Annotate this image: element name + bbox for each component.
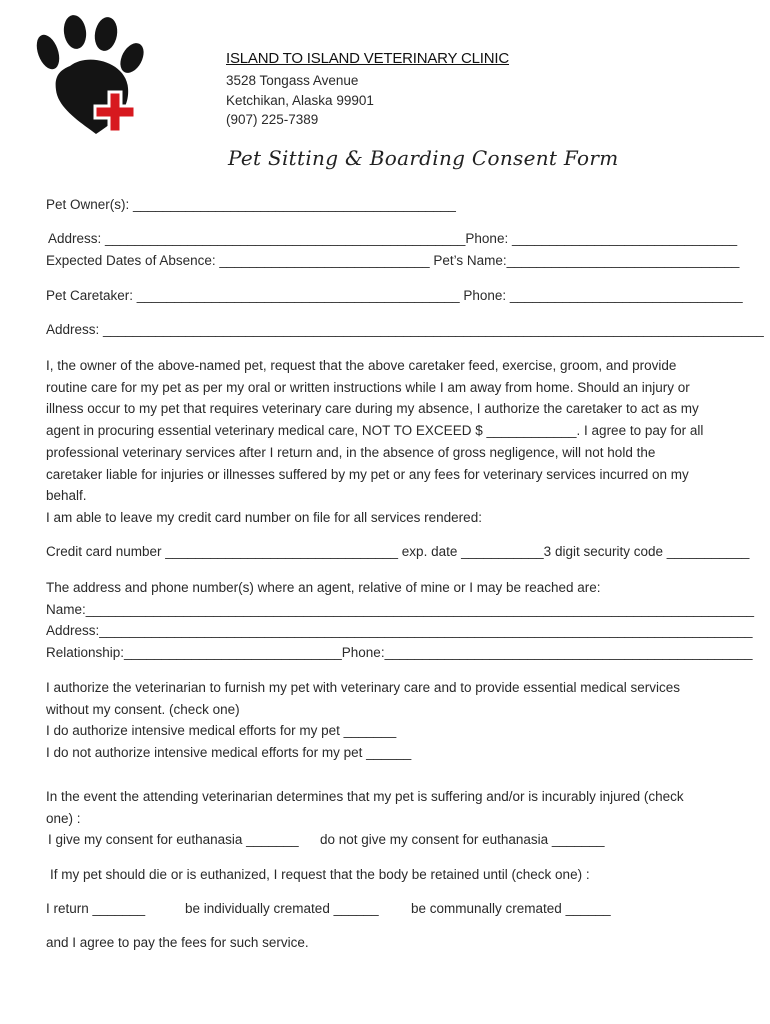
- clinic-header: [226, 50, 509, 130]
- fees-agreement-text: and I agree to pay the fees for such service.: [46, 935, 309, 950]
- euthanasia-text: one) :: [46, 810, 81, 826]
- paw-heart-cross-logo: [30, 14, 152, 138]
- communal-cremation-checkbox[interactable]: be communally cremated ______: [411, 901, 611, 916]
- consent-line: illness occur to my pet that requires veterinary care during my absence, I authorize the caretaker to act as my: [46, 401, 699, 417]
- consent-line: professional veterinary services after I return and, in the absence of gross negligence, will not hold the: [46, 444, 656, 460]
- contact-address-field[interactable]: Address:_______________________________________________________________________________________: [46, 623, 753, 639]
- consent-line: I am able to leave my credit card number on file for all services rendered:: [46, 509, 482, 525]
- clinic-phone: (907) 225-7389: [226, 112, 319, 127]
- authorization-section: [46, 677, 726, 764]
- return-option-checkbox[interactable]: I return _______: [46, 901, 146, 916]
- contact-name-field[interactable]: Name:_________________________________________________________________________________________: [46, 601, 754, 617]
- give-euthanasia-consent-checkbox[interactable]: I give my consent for euthanasia _______: [48, 832, 299, 847]
- credit-card-field[interactable]: Credit card number _______________________________ exp. date ___________3 digit security code ___________: [46, 544, 750, 559]
- contact-intro: The address and phone number(s) where an agent, relative of mine or I may be reached are:: [46, 580, 601, 595]
- clinic-city: Ketchikan, Alaska 99901: [226, 92, 374, 108]
- owner-address-field[interactable]: Address: ________________________________________________Phone: ______________________________: [48, 231, 738, 246]
- authorize-intensive-checkbox[interactable]: I do authorize intensive medical efforts for my pet _______: [46, 723, 397, 739]
- absence-dates-pet-name-field[interactable]: Expected Dates of Absence: ____________________________ Pet’s Name:_______________________________: [46, 253, 740, 268]
- euthanasia-text: In the event the attending veterinarian determines that my pet is suffering and/or is incurably injured (check: [46, 789, 684, 804]
- consent-line: caretaker liable for injuries or illnesses suffered by my pet or any fees for veterinary services incurred on my: [46, 466, 689, 482]
- not-authorize-intensive-checkbox[interactable]: I do not authorize intensive medical efforts for my pet ______: [46, 745, 412, 761]
- contact-relationship-field[interactable]: Relationship:_____________________________Phone:_________________________________________________: [46, 645, 753, 661]
- individual-cremation-checkbox[interactable]: be individually cremated ______: [185, 901, 379, 916]
- body-retention-text: If my pet should die or is euthanized, I request that the body be retained until (check one) :: [50, 867, 590, 882]
- clinic-street: 3528 Tongass Avenue: [226, 73, 359, 88]
- not-give-euthanasia-consent-checkbox[interactable]: do not give my consent for euthanasia _______: [320, 832, 605, 847]
- euthanasia-section: [46, 786, 726, 829]
- consent-line: I, the owner of the above-named pet, request that the above caretaker feed, exercise, groom, and provide: [46, 358, 677, 373]
- pet-caretaker-field[interactable]: Pet Caretaker: ___________________________________________ Phone: _______________________________: [46, 288, 743, 303]
- consent-paragraph: [46, 355, 726, 529]
- form-title: Pet Sitting & Boarding Consent Form: [228, 146, 619, 170]
- clinic-name: ISLAND TO ISLAND VETERINARY CLINIC: [226, 50, 510, 67]
- consent-line: behalf.: [46, 488, 87, 504]
- consent-line: routine care for my pet as per my oral or written instructions while I am away from home. Should an injury or: [46, 379, 690, 395]
- pet-owner-field[interactable]: Pet Owner(s): ___________________________________________: [46, 197, 456, 212]
- authorization-text: I authorize the veterinarian to furnish my pet with veterinary care and to provide essential medical services: [46, 680, 681, 695]
- caretaker-address-field[interactable]: Address: ________________________________________________________________________________________: [46, 322, 764, 337]
- consent-line: agent in procuring essential veterinary medical care, NOT TO EXCEED $ ____________. I agree to pay for all: [46, 423, 704, 439]
- authorization-text: without my consent. (check one): [46, 701, 240, 717]
- contact-section: [46, 577, 754, 664]
